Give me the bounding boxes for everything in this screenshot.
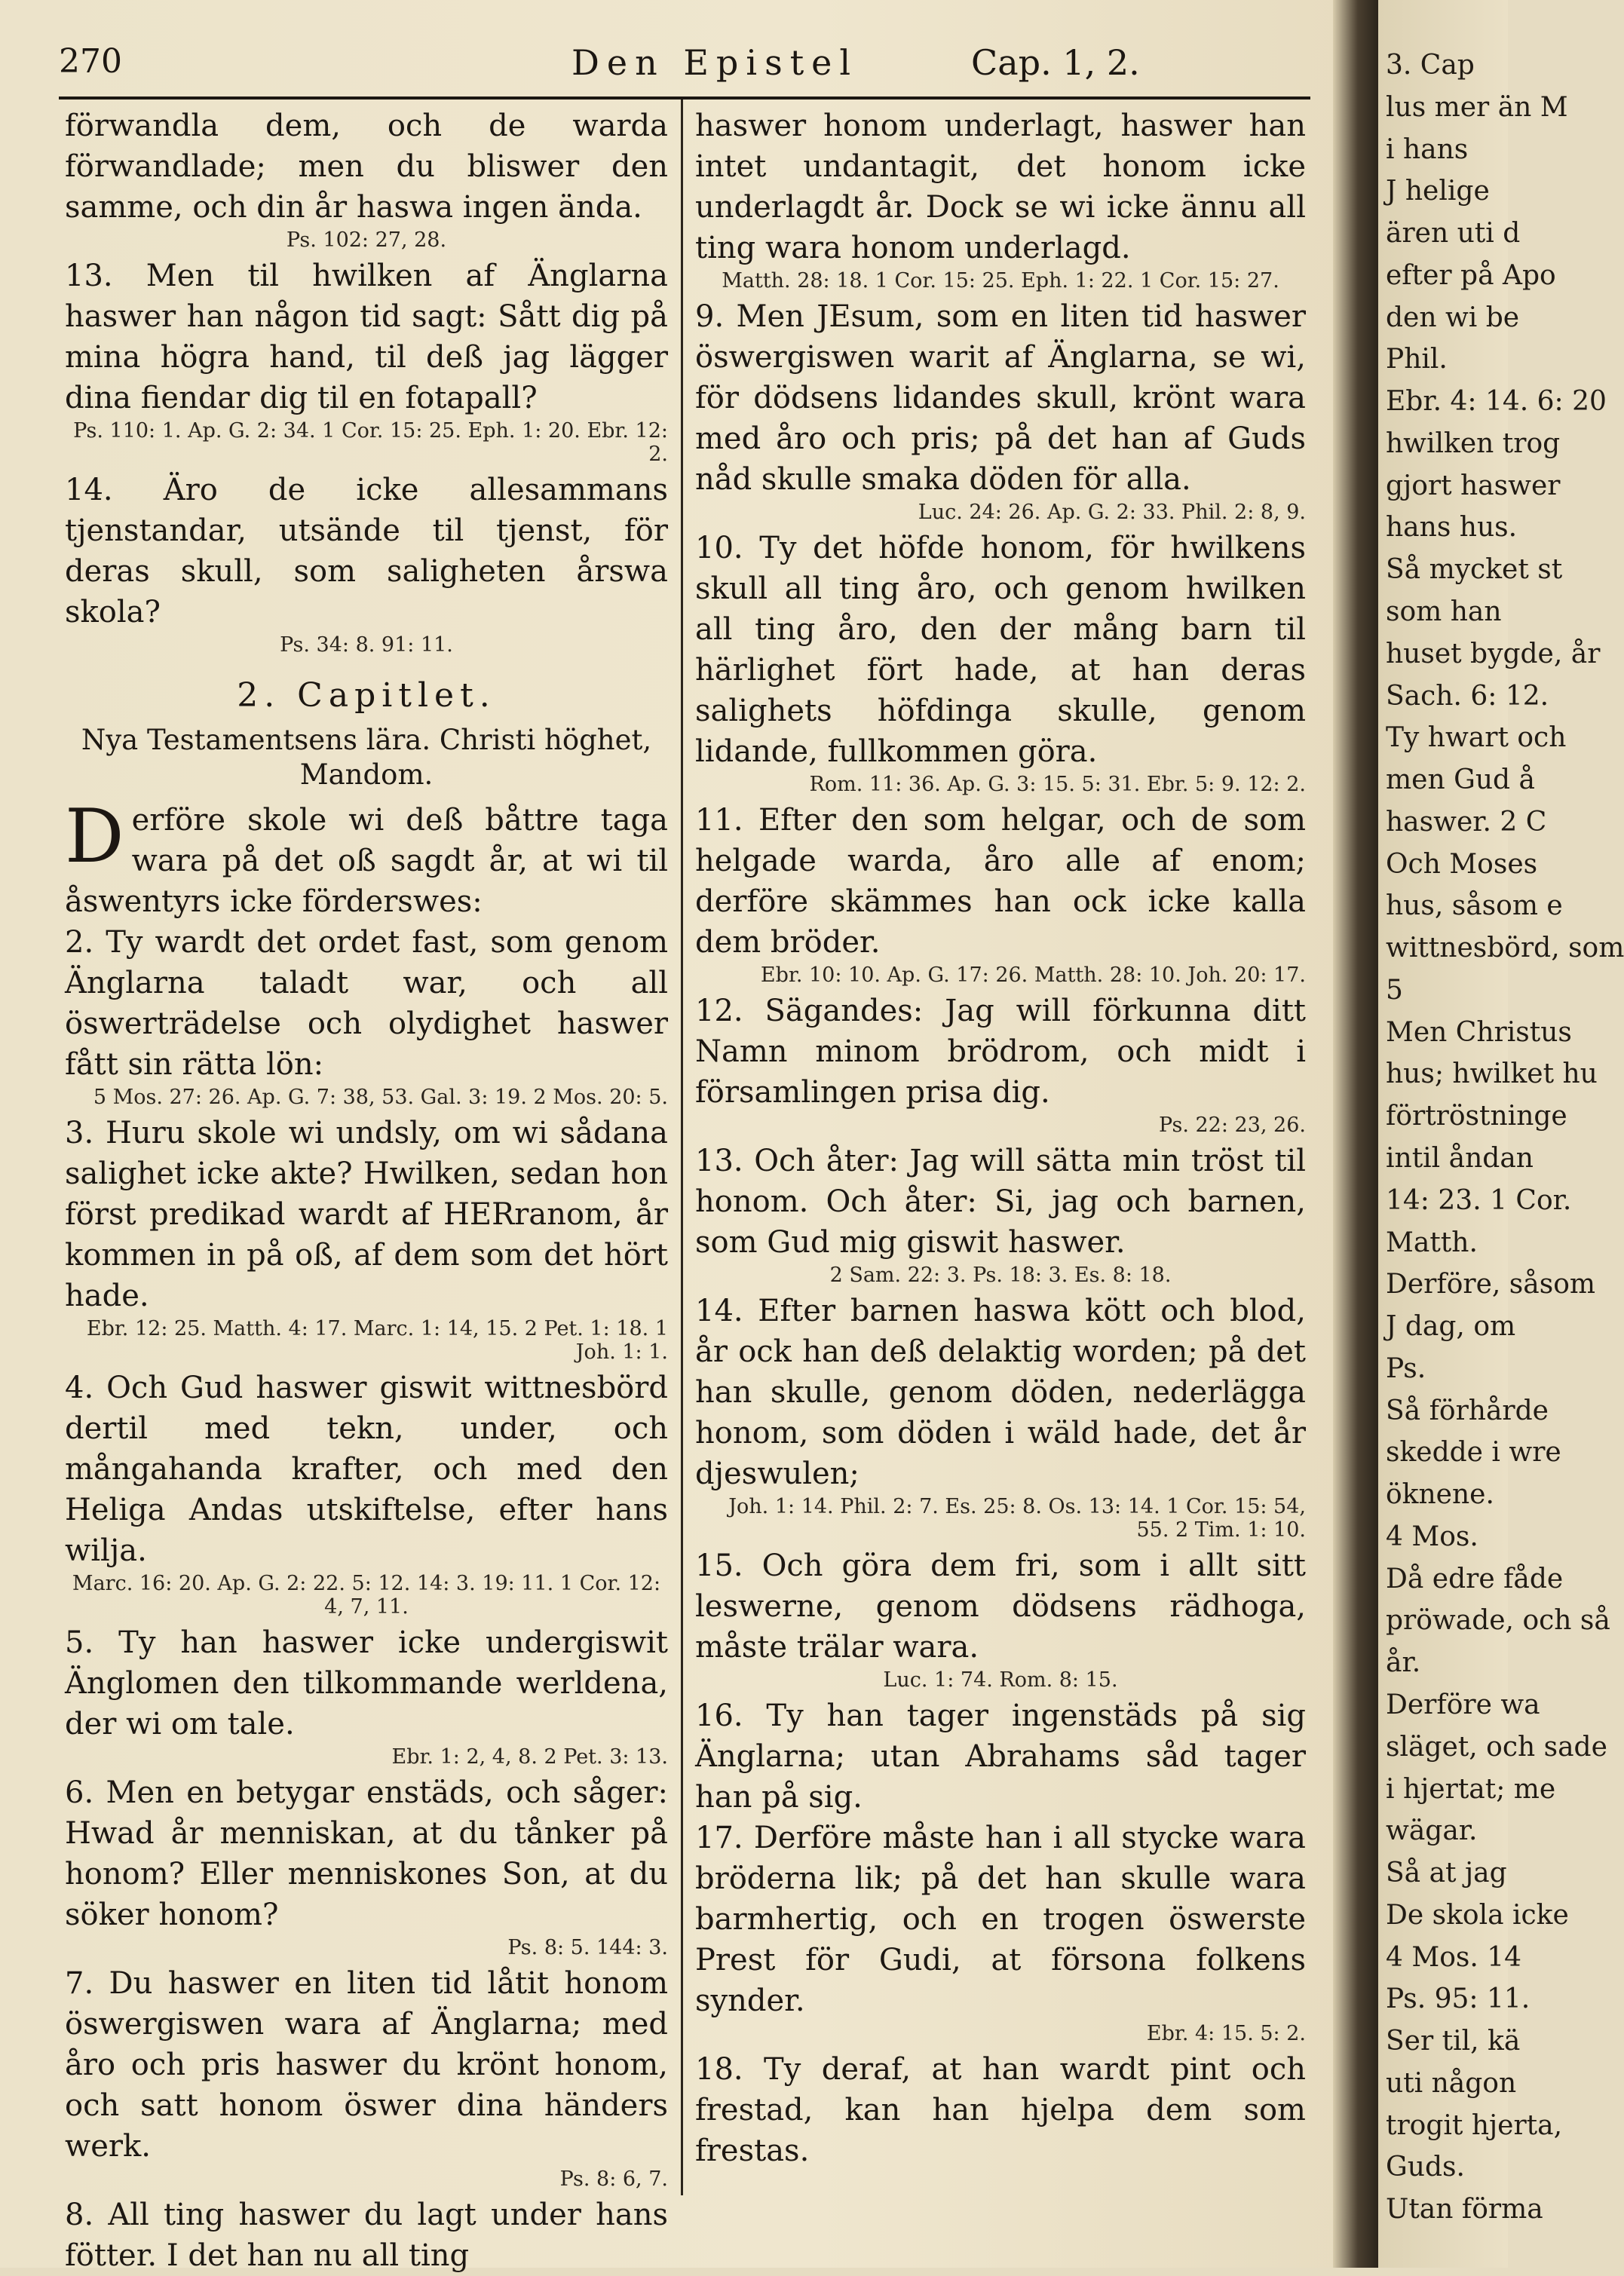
right-column <box>695 106 1306 2171</box>
next-page-line: huset bygde, år <box>1386 639 1601 669</box>
next-page-line: uti någon <box>1386 2068 1517 2099</box>
verse-5: 5. Ty han haswer icke undergiswit Änglomen den tilkommande werldena, der wi om tale. <box>65 1625 668 1741</box>
next-page-line: Så at jag <box>1386 1858 1507 1888</box>
next-page-line: Phil. <box>1386 344 1448 375</box>
verse-1 <box>65 794 668 922</box>
cross-reference: Ps. 8: 6, 7. <box>559 2167 668 2191</box>
next-page-line: i hjertat; me <box>1386 1774 1556 1805</box>
page-number: 270 <box>59 42 122 81</box>
next-page-line: 4 Mos. 14 <box>1386 1942 1522 1973</box>
verse-9: 9. Men JEsum, som en liten tid haswer öswergiswen warit af Änglarna, se wi, för dödsens lidandes skull, krönt wara med åro och pris; på det han af Guds nåd skulle smaka döden för alla. <box>695 299 1306 497</box>
chapter-heading: 2. Capitlet. <box>237 676 496 715</box>
next-page-line: wägar. <box>1386 1815 1478 1846</box>
header-rule <box>59 96 1310 100</box>
next-page-line: J helige <box>1386 176 1490 207</box>
running-header <box>59 42 1310 90</box>
next-page-line: 4 Mos. <box>1386 1521 1478 1552</box>
next-page-line: men Gud å <box>1386 764 1535 795</box>
verse-12: 12. Sägandes: Jag will förkunna ditt Namn minom brödrom, och midt i församlingen prisa dig. <box>695 994 1306 1110</box>
verse-18: 18. Ty deraf, at han wardt pint och frestad, kan han hjelpa dem som frestas. <box>695 2052 1306 2168</box>
next-page-line: Så mycket st <box>1386 554 1563 585</box>
next-page-line: ären uti d <box>1386 218 1521 249</box>
next-page-line: De skola icke <box>1386 1900 1569 1931</box>
verse-14: 14. Äro de icke allesammans tjenstandar, utsände til tjenst, för deras skull, som saligheten årswa skola? <box>65 473 668 629</box>
verse-13: 13. Och åter: Jag will sätta min tröst til honom. Och åter: Si, jag och barnen, som Gud mig giswit haswer. <box>695 1144 1306 1260</box>
verse-7: 7. Du haswer en liten tid låtit honom öswergiswen wara af Änglarna; med åro och pris haswer du krönt honom, och satt honom öswer dina händers werk. <box>65 1966 668 2164</box>
cross-reference: 2 Sam. 22: 3. Ps. 18: 3. Es. 8: 18. <box>829 1264 1172 1287</box>
next-page-line: Derföre wa <box>1386 1689 1540 1720</box>
chapter-reference: Cap. 1, 2. <box>971 42 1140 83</box>
cross-reference: Ps. 22: 23, 26. <box>1159 1113 1306 1137</box>
left-column <box>65 106 668 2276</box>
next-page-line: Guds. <box>1386 2152 1465 2183</box>
verse-2: 2. Ty wardt det ordet fast, som genom Änglarna taladt war, och all öswerträdelse och olydighet haswer fått sin rätta lön: <box>65 925 668 1082</box>
verse-17: 17. Derföre måste han i all stycke wara bröderna lik; på det han skulle wara barmhertig, och en trogen öswerste Prest för Gudi, at försona folkens synder. <box>695 1821 1306 2018</box>
next-page-line: i hans <box>1386 134 1469 165</box>
cross-reference: 5 Mos. 27: 26. Ap. G. 7: 38, 53. Gal. 3: 19. 2 Mos. 20: 5. <box>93 1086 668 1109</box>
book-gutter <box>1333 0 1378 2268</box>
verse-4: 4. Och Gud haswer giswit wittnesbörd dertil med tekn, under, och mångahanda krafter, och med den Heliga Andas utskiftelse, efter hans wilja. <box>65 1371 668 1568</box>
cross-reference: Ebr. 1: 2, 4, 8. 2 Pet. 3: 13. <box>391 1745 668 1769</box>
next-page-line: den wi be <box>1386 302 1520 333</box>
verse-6: 6. Men en betygar enstäds, och såger: Hwad år menniskan, at du tånker på honom? Eller menniskones Son, at du söker honom? <box>65 1775 668 1932</box>
cross-reference: Ps. 110: 1. Ap. G. 2: 34. 1 Cor. 15: 25. Eph. 1: 20. Ebr. 12: 2. <box>73 419 668 466</box>
cross-reference: Matth. 28: 18. 1 Cor. 15: 25. Eph. 1: 22. 1 Cor. 15: 27. <box>722 269 1279 293</box>
next-page-line: Ps. <box>1386 1353 1426 1384</box>
next-page-line: Då edre fåde <box>1386 1564 1564 1594</box>
next-page-line: Sach. 6: 12. <box>1386 681 1549 712</box>
next-page-line: Så förhårde <box>1386 1395 1549 1426</box>
next-page-line: 3. Cap <box>1386 50 1475 81</box>
next-page-line: intil åndan <box>1386 1143 1534 1174</box>
next-page-line: Ty hwart och <box>1386 722 1567 753</box>
next-page-line: efter på Apo <box>1386 260 1556 291</box>
column-divider <box>681 100 683 2195</box>
next-page-line: trogit hjerta, <box>1386 2110 1563 2141</box>
next-page-line: öknene. <box>1386 1479 1494 1510</box>
verse-8-continuation: haswer honom underlagt, haswer han intet undantagit, det honom icke underlagdt år. Dock se wi icke ännu all ting wara honom underlagd. <box>695 109 1306 265</box>
verse-13: 13. Men til hwilken af Änglarna haswer han någon tid sagt: Sått dig på mina högra hand, til deß jag lägger dina fiendar dig til en fotapall? <box>65 259 668 415</box>
next-page-line: Men Christus <box>1386 1017 1572 1048</box>
next-page-line: hus; hwilket hu <box>1386 1058 1598 1089</box>
cross-reference: Ps. 8: 5. 144: 3. <box>507 1936 668 1959</box>
verse-10: 10. Ty det höfde honom, för hwilkens skull all ting åro, och genom hwilken all ting åro, den der mång barn til härlighet fört hade, at han deras salighets höfdinga skulle, genom lidande, fullkommen göra. <box>695 531 1306 769</box>
running-title: Den Epistel <box>571 42 859 83</box>
next-page-line: Matth. <box>1386 1227 1478 1258</box>
next-page-line: Och Moses <box>1386 849 1538 880</box>
verse-11: 11. Efter den som helgar, och de som helgade warda, åro alle af enom; derföre skämmes han ock icke kalla dem bröder. <box>695 803 1306 960</box>
next-page-line: Derföre, såsom <box>1386 1269 1595 1300</box>
next-page-line: 14: 23. 1 Cor. <box>1386 1185 1572 1216</box>
cross-reference: Marc. 16: 20. Ap. G. 2: 22. 5: 12. 14: 3. 19: 11. 1 Cor. 12: 4, 7, 11. <box>72 1572 661 1619</box>
next-page-line: gjort haswer <box>1386 470 1561 501</box>
verse-8: 8. All ting haswer du lagt under hans fötter. I det han nu all ting <box>65 2198 668 2273</box>
cross-reference: Luc. 24: 26. Ap. G. 2: 33. Phil. 2: 8, 9. <box>918 501 1306 524</box>
verse-15: 15. Och göra dem fri, som i allt sitt leswerne, genom dödsens rädhoga, måste trälar wara. <box>695 1548 1306 1665</box>
next-page-line: wittnesbörd, som <box>1386 933 1624 963</box>
next-page-line: J dag, om <box>1386 1311 1516 1342</box>
cross-reference: Ebr. 4: 15. 5: 2. <box>1146 2022 1306 2045</box>
next-page-line: hans hus. <box>1386 512 1518 543</box>
next-page-line: släget, och sade <box>1386 1732 1607 1763</box>
chapter-summary: Nya Testamentsens lära. Christi höghet, Mandom. <box>81 724 652 791</box>
next-page-line: skedde i wre <box>1386 1437 1561 1468</box>
cross-reference: Ebr. 10: 10. Ap. G. 17: 26. Matth. 28: 10. Joh. 20: 17. <box>760 963 1306 987</box>
verse-14: 14. Efter barnen haswa kött och blod, år ock han deß delaktig worden; på det han skulle, genom döden, nederlägga honom, som döden i wäld hade, det år djeswulen; <box>695 1294 1306 1491</box>
next-page-line: Ps. 95: 11. <box>1386 1983 1531 2014</box>
next-page-line: lus mer än M <box>1386 92 1568 123</box>
cross-reference: Ps. 102: 27, 28. <box>286 228 447 252</box>
next-page-line: haswer. 2 C <box>1386 807 1547 838</box>
cross-reference: Joh. 1: 14. Phil. 2: 7. Es. 25: 8. Os. 13: 14. 1 Cor. 15: 54, 55. 2 Tim. 1: 10. <box>728 1495 1306 1542</box>
next-page-line: år. <box>1386 1647 1421 1678</box>
verse-16: 16. Ty han tager ingenstäds på sig Änglarna; utan Abrahams såd tager han på sig. <box>695 1699 1306 1815</box>
cross-reference: Ebr. 12: 25. Matth. 4: 17. Marc. 1: 14, 15. 2 Pet. 1: 18. 1 Joh. 1: 1. <box>86 1317 668 1364</box>
next-page-line: hus, såsom e <box>1386 890 1563 921</box>
next-page-line: Utan förma <box>1386 2194 1543 2225</box>
next-page-line: 5 <box>1386 975 1403 1006</box>
verse-3: 3. Huru skole wi undsly, om wi sådana salighet icke akte? Hwilken, sedan hon först predikad wardt af HERranom, år kommen in på oß, af dem som det hört hade. <box>65 1116 668 1313</box>
next-page-line: pröwade, och så <box>1386 1605 1610 1636</box>
cross-reference: Ps. 34: 8. 91: 11. <box>280 633 453 657</box>
cross-reference: Luc. 1: 74. Rom. 8: 15. <box>883 1668 1118 1692</box>
next-page-line: som han <box>1386 596 1502 627</box>
next-page-line: Ebr. 4: 14. 6: 20 <box>1386 386 1607 417</box>
drop-cap: D <box>65 794 124 880</box>
next-page-line: Ser til, kä <box>1386 2026 1521 2057</box>
next-page-line: hwilken trog <box>1386 428 1561 459</box>
next-page-edge <box>1378 0 1624 2268</box>
cross-reference: Rom. 11: 36. Ap. G. 3: 15. 5: 31. Ebr. 5: 9. 12: 2. <box>809 773 1306 796</box>
next-page-line: förtröstninge <box>1386 1101 1567 1132</box>
verse-continuation: förwandla dem, och de warda förwandlade; men du bliswer den samme, och din år haswa ingen ända. <box>65 109 668 225</box>
verse-1-text: erföre skole wi deß båttre taga wara på det oß sagdt år, at wi til åswentyrs icke förderswes: <box>65 803 668 919</box>
